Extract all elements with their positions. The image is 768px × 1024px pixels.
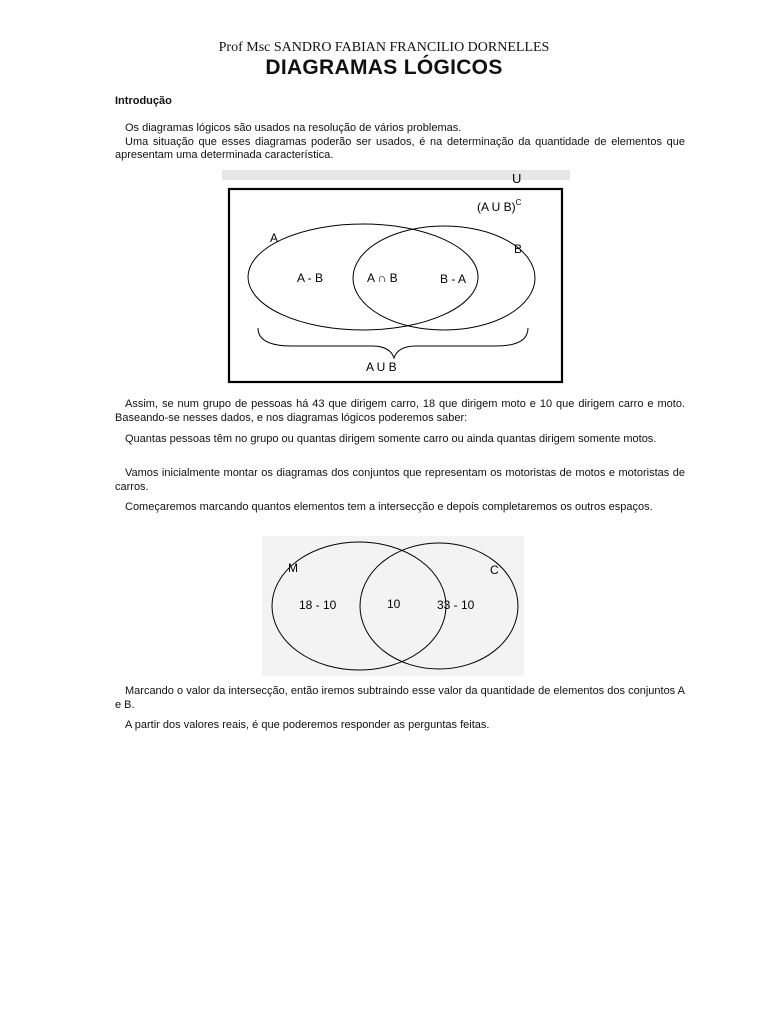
a-minus-b-label: A - B (297, 271, 324, 285)
paragraph-1: Assim, se num grupo de pessoas há 43 que dirigem carro, 18 que dirigem moto e 10 que dirigem carro e moto. Baseando-se nesses dados, e nos diagramas lógicos poderemos saber: (115, 398, 685, 424)
set-a-label: A (270, 231, 279, 245)
set-m-label: M (288, 561, 298, 575)
b-minus-a-label: B - A (440, 272, 467, 286)
set-c-label: C (490, 563, 499, 577)
universe-label: U (512, 171, 522, 186)
paragraph-2: Quantas pessoas têm no grupo ou quantas dirigem somente carro ou ainda quantas dirigem somente motos. (125, 433, 657, 445)
left-value: 18 - 10 (299, 598, 337, 612)
venn-diagram-universe (222, 170, 572, 390)
intro-paragraph (115, 122, 685, 163)
intersection-label: A ∩ B (367, 271, 398, 285)
paragraph-6: A partir dos valores reais, é que poderemos responder as perguntas feitas. (125, 719, 490, 731)
set-b-label: B (514, 242, 523, 256)
paragraph-3: Vamos inicialmente montar os diagramas dos conjuntos que representam os motoristas de motos e motoristas de carros. (115, 467, 685, 493)
page-title: DIAGRAMAS LÓGICOS (265, 56, 503, 79)
venn-diagram-motoristas (262, 536, 524, 676)
right-value: 33 - 10 (437, 598, 475, 612)
complement-label: (A U B)$^C$ (477, 198, 522, 214)
union-label: A U B (366, 360, 397, 374)
section-title: Introdução (115, 95, 172, 107)
intro-line-2: Uma situação que esses diagramas poderão ser usados, é na determinação da quantidade de elementos que apresentam uma determinada característica. (115, 135, 685, 161)
intro-line-1: Os diagramas lógicos são usados na resolução de vários problemas. (125, 122, 462, 134)
middle-value: 10 (387, 597, 401, 611)
universe-rectangle (229, 189, 562, 382)
author-line: Prof Msc SANDRO FABIAN FRANCILIO DORNELLES (218, 40, 550, 55)
paragraph-4: Começaremos marcando quantos elementos tem a intersecção e depois completaremos os outros espaços. (125, 501, 653, 513)
paragraph-5: Marcando o valor da intersecção, então iremos subtraindo esse valor da quantidade de elementos dos conjuntos A e B. (115, 685, 685, 711)
